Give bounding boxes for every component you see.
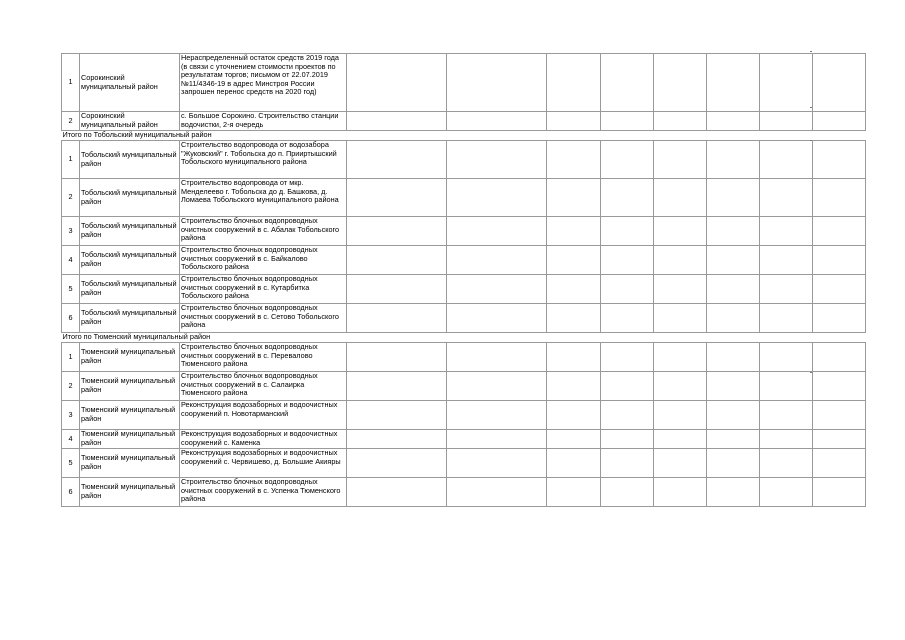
description-cell: Нераспределенный остаток средств 2019 года (в связи с уточнением стоимости проектов по результатам торгов; письмом от 22.07.2019 №11/4346-19 в адрес Минстроя России запрошен перенос средств на 2020 год): [180, 54, 347, 112]
district-cell: Тюменский муниципальный район: [80, 372, 180, 401]
empty-cell: [447, 372, 547, 401]
table-row: [62, 141, 866, 179]
table-row: [62, 478, 866, 507]
empty-cell: [601, 246, 654, 275]
empty-cell: [447, 246, 547, 275]
empty-cell: [707, 54, 760, 112]
description-cell: Строительство блочных водопроводных очистных сооружений в с. Перевалово Тюменского района: [180, 343, 347, 372]
empty-cell: [760, 246, 813, 275]
empty-cell: [813, 430, 866, 449]
empty-cell: [601, 179, 654, 217]
scan-mark: [810, 372, 812, 373]
empty-cell: [813, 449, 866, 478]
empty-cell: [547, 246, 601, 275]
empty-cell: [813, 112, 866, 131]
empty-cell: [601, 217, 654, 246]
empty-cell: [347, 430, 447, 449]
table-row: [62, 430, 866, 449]
empty-cell: [813, 54, 866, 112]
empty-cell: [347, 246, 447, 275]
description-cell: Строительство водопровода от водозабора "Жуковский" г. Тобольска до п. Прииртышский Тобольского муниципального района: [180, 141, 347, 179]
empty-cell: [813, 343, 866, 372]
section-header: Итого по Тобольский муниципальный район: [62, 130, 212, 140]
empty-cell: [654, 430, 707, 449]
empty-cell: [447, 54, 547, 112]
empty-cell: [347, 217, 447, 246]
empty-cell: [547, 112, 601, 131]
empty-cell: [654, 112, 707, 131]
description-cell: Строительство блочных водопроводных очистных сооружений в с. Сетово Тобольского района: [180, 304, 347, 333]
empty-cell: [347, 401, 447, 430]
row-number: 5: [62, 449, 80, 478]
empty-cell: [707, 401, 760, 430]
row-number: 1: [62, 141, 80, 179]
empty-cell: [447, 304, 547, 333]
empty-cell: [760, 112, 813, 131]
district-cell: Тюменский муниципальный район: [80, 430, 180, 449]
empty-cell: [813, 304, 866, 333]
empty-cell: [447, 401, 547, 430]
empty-cell: [813, 217, 866, 246]
table-body: [62, 54, 866, 507]
empty-cell: [547, 430, 601, 449]
empty-cell: [813, 275, 866, 304]
empty-cell: [654, 401, 707, 430]
description-cell: Строительство блочных водопроводных очистных сооружений в с. Успенка Тюменского района: [180, 478, 347, 507]
empty-cell: [707, 478, 760, 507]
description-cell: Строительство блочных водопроводных очистных сооружений в с. Абалак Тобольского района: [180, 217, 347, 246]
empty-cell: [707, 217, 760, 246]
empty-cell: [347, 372, 447, 401]
empty-cell: [760, 449, 813, 478]
empty-cell: [654, 246, 707, 275]
row-number: 2: [62, 372, 80, 401]
empty-cell: [760, 430, 813, 449]
row-number: 6: [62, 478, 80, 507]
empty-cell: [707, 246, 760, 275]
empty-cell: [654, 343, 707, 372]
empty-cell: [813, 401, 866, 430]
empty-cell: [813, 246, 866, 275]
table-row: [62, 343, 866, 372]
description-cell: Реконструкция водозаборных и водоочистных сооружений с. Каменка: [180, 430, 347, 449]
empty-cell: [547, 478, 601, 507]
district-cell: Тобольский муниципальный район: [80, 246, 180, 275]
empty-cell: [347, 54, 447, 112]
description-cell: Строительство блочных водопроводных очистных сооружений в с. Кутарбитка Тобольского района: [180, 275, 347, 304]
empty-cell: [447, 343, 547, 372]
empty-cell: [601, 430, 654, 449]
empty-cell: [707, 449, 760, 478]
empty-cell: [654, 372, 707, 401]
district-cell: Тюменский муниципальный район: [80, 478, 180, 507]
section-header: Итого по Тюменский муниципальный район: [62, 332, 211, 342]
row-number: 6: [62, 304, 80, 333]
district-cell: Тобольский муниципальный район: [80, 141, 180, 179]
empty-cell: [347, 179, 447, 217]
empty-cell: [601, 304, 654, 333]
empty-cell: [760, 141, 813, 179]
empty-cell: [547, 217, 601, 246]
district-cell: Тобольский муниципальный район: [80, 217, 180, 246]
empty-cell: [547, 401, 601, 430]
district-cell: Тобольский муниципальный район: [80, 179, 180, 217]
table-row: [62, 246, 866, 275]
table-row: [62, 372, 866, 401]
empty-cell: [547, 449, 601, 478]
row-number: 1: [62, 54, 80, 112]
empty-cell: [347, 449, 447, 478]
district-cell: Сорокинский муниципальный район: [80, 112, 180, 131]
district-cell: Тобольский муниципальный район: [80, 304, 180, 333]
empty-cell: [347, 275, 447, 304]
empty-cell: [447, 430, 547, 449]
empty-cell: [760, 217, 813, 246]
table-row: [62, 449, 866, 478]
row-number: 4: [62, 246, 80, 275]
empty-cell: [707, 179, 760, 217]
empty-cell: [601, 141, 654, 179]
empty-cell: [654, 179, 707, 217]
empty-cell: [813, 179, 866, 217]
description-cell: Строительство блочных водопроводных очистных сооружений в с. Салаирка Тюменского района: [180, 372, 347, 401]
empty-cell: [813, 372, 866, 401]
empty-cell: [601, 112, 654, 131]
empty-cell: [447, 449, 547, 478]
empty-cell: [447, 478, 547, 507]
empty-cell: [707, 372, 760, 401]
empty-cell: [654, 217, 707, 246]
empty-cell: [707, 343, 760, 372]
empty-cell: [347, 343, 447, 372]
empty-cell: [547, 54, 601, 112]
description-cell: с. Большое Сорокино. Строительство станции водочистки, 2-я очередь: [180, 112, 347, 131]
empty-cell: [601, 54, 654, 112]
data-table: [61, 53, 866, 507]
row-number: 4: [62, 430, 80, 449]
empty-cell: [347, 141, 447, 179]
empty-cell: [654, 449, 707, 478]
empty-cell: [654, 54, 707, 112]
empty-cell: [601, 478, 654, 507]
empty-cell: [347, 112, 447, 131]
description-cell: Строительство водопровода от мкр. Менделеево г. Тобольска до д. Башкова, д. Ломаева Тобольского муниципального района: [180, 179, 347, 217]
empty-cell: [760, 343, 813, 372]
empty-cell: [707, 141, 760, 179]
empty-cell: [547, 343, 601, 372]
row-number: 5: [62, 275, 80, 304]
empty-cell: [601, 343, 654, 372]
table-row: [62, 217, 866, 246]
row-number: 3: [62, 401, 80, 430]
table-row: [62, 401, 866, 430]
empty-cell: [547, 372, 601, 401]
district-cell: Тобольский муниципальный район: [80, 275, 180, 304]
empty-cell: [601, 275, 654, 304]
section-header-row: [62, 333, 866, 343]
table-row: [62, 304, 866, 333]
empty-cell: [760, 401, 813, 430]
scan-mark: [810, 140, 812, 141]
table-row: [62, 179, 866, 217]
empty-cell: [654, 304, 707, 333]
empty-cell: [760, 372, 813, 401]
empty-cell: [601, 401, 654, 430]
empty-cell: [601, 372, 654, 401]
empty-cell: [707, 275, 760, 304]
table-row: [62, 54, 866, 112]
district-cell: Сорокинский муниципальный район: [80, 54, 180, 112]
empty-cell: [760, 54, 813, 112]
scan-mark: [810, 51, 812, 52]
empty-cell: [547, 179, 601, 217]
scan-mark: [810, 107, 812, 108]
description-cell: Строительство блочных водопроводных очистных сооружений в с. Байкалово Тобольского района: [180, 246, 347, 275]
empty-cell: [760, 275, 813, 304]
empty-cell: [760, 179, 813, 217]
row-number: 3: [62, 217, 80, 246]
empty-cell: [760, 478, 813, 507]
empty-cell: [447, 217, 547, 246]
empty-cell: [447, 179, 547, 217]
empty-cell: [760, 304, 813, 333]
empty-cell: [707, 112, 760, 131]
empty-cell: [347, 304, 447, 333]
empty-cell: [707, 304, 760, 333]
description-cell: Реконструкция водозаборных и водоочистных сооружений с. Червишево, д. Большие Акияры: [180, 449, 347, 478]
empty-cell: [654, 275, 707, 304]
empty-cell: [654, 141, 707, 179]
empty-cell: [707, 430, 760, 449]
empty-cell: [347, 478, 447, 507]
description-cell: Реконструкция водозаборных и водоочистных сооружений п. Новотарманский: [180, 401, 347, 430]
empty-cell: [447, 275, 547, 304]
district-cell: Тюменский муниципальный район: [80, 401, 180, 430]
empty-cell: [447, 112, 547, 131]
empty-cell: [447, 141, 547, 179]
empty-cell: [547, 141, 601, 179]
row-number: 2: [62, 112, 80, 131]
table-row: [62, 112, 866, 131]
district-cell: Тюменский муниципальный район: [80, 343, 180, 372]
empty-cell: [813, 478, 866, 507]
empty-cell: [813, 141, 866, 179]
section-header-row: [62, 131, 866, 141]
row-number: 2: [62, 179, 80, 217]
empty-cell: [547, 275, 601, 304]
table-row: [62, 275, 866, 304]
row-number: 1: [62, 343, 80, 372]
empty-cell: [654, 478, 707, 507]
empty-cell: [547, 304, 601, 333]
empty-cell: [601, 449, 654, 478]
district-cell: Тюменский муниципальный район: [80, 449, 180, 478]
